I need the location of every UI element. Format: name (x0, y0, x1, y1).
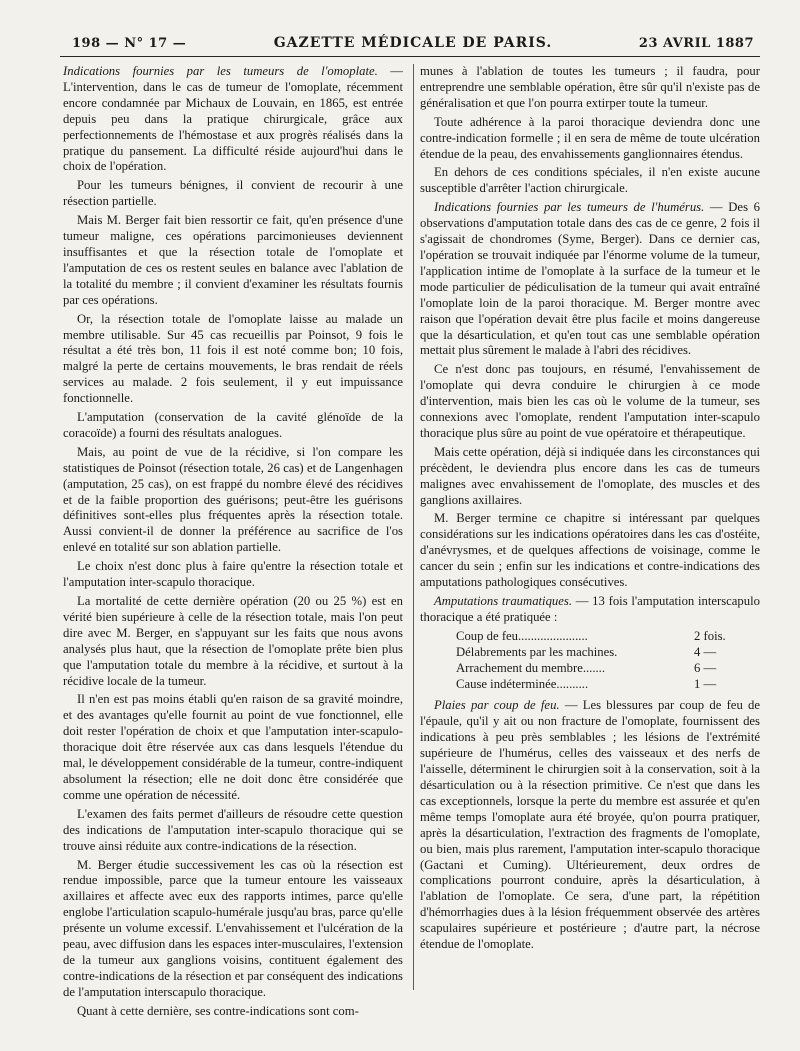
list-item-count: 6 (694, 660, 701, 675)
paragraph-text: — Les blessures par coup de feu de l'épaule, qu'il y ait ou non fracture de l'omoplate, fournissent des indications à peu près semblables ; les lésions de l'extrémité supérieure de l'humérus, celles des vaisseaux et des nerfs de l'aisselle, déterminent le chirurgien soit à la conservation, soit à la désarticulation ou à la résection primitive. Ce n'est que dans les cas exceptionnels, lorsque la perte du membre est assurée et qu'en même temps l'omoplate aura été broyée, qu'on pourra pratiquer, après la désarticulation, l'extraction des fragments de l'omoplate, ou bien, mais plus rarement, l'amputation inter-scapulo thoracique (Gactani et Cuming). Ultérieurement, deux ordres de complications pourront conduire, après la désarticulation, à l'ablation de l'omoplate. Ce sera, d'une part, la répétition d'hémorrhagies dues à la lésion fréquemment observée des artères scapulaires supérieure et postérieure ; d'autre part, la nécrose étendue de l'omoplate. (420, 698, 760, 952)
page-number: 198 (72, 35, 101, 51)
journal-title: GAZETTE MÉDICALE DE PARIS. (273, 35, 553, 51)
paragraph: Mais, au point de vue de la récidive, si l'on compare les statistiques de Poinsot (résection totale, 26 cas) et de Langenhagen (amputation, 25 cas), on est frappé du nombre élevé des récidives et de la faible proportion des guérisons; peut-être les guérisons définitives sont-elles plus fréquentes après la résection totale. Aussi convient-il de donner la préférence au sacrifice de l'os enlevé en totalité sur son ablation partielle. (63, 444, 403, 555)
list-item (456, 645, 746, 661)
paragraph: Or, la résection totale de l'omoplate laisse au malade un membre utilisable. Sur 45 cas recueillis par Poinsot, 9 fois le résultat a été très bon, 11 fois il est noté comme bon; 10 fois, malgré la perte de certains mouvements, le bras rendait de réels services au malade. 2 fois seulement, il y eut impuissance fonctionnelle. (63, 311, 403, 406)
paragraph-text: — 13 fois l'amputation interscapulo thoracique a été pratiquée : (420, 594, 760, 624)
page-number-issue (72, 36, 212, 51)
paragraph: Il n'en est pas moins établi qu'en raison de sa gravité moindre, et des avantages qu'elle fournit au point de vue fonctionnel, elle doit rester l'opération de choix et que l'amputation inter-scapulo-thoracique doit être réservée aux cas dans lesquels l'étendue du mal, le développement considérable de la tumeur, contre-indiquent absolument la résection; elle ne doit donc être considérée que comme une opération de nécessité. (63, 692, 403, 802)
paragraph: M. Berger termine ce chapitre si intéressant par quelques considérations sur les indications opératoires dans les cas d'ostéite, d'anévrysmes, et de quelques affections de voisinage, comme le cancer du sein ; enfin sur les indications et contre-indications des amputations pathologiques consécutives. (420, 511, 760, 590)
list-item-count: 1 (694, 676, 701, 691)
paragraph: Ce n'est donc pas toujours, en résumé, l'envahissement de l'omoplate qui devra conduire le chirurgien à ce mode d'intervention, mais bien les cas où le volume de la tumeur, ses connexions avec l'omoplate, rendent l'amputation inter-scapulo thoracique plus sûre au point de vue opératoire et thérapeutique. (420, 362, 760, 440)
paragraph: La mortalité de cette dernière opération (20 ou 25 %) est en vérité bien supérieure à celle de la résection totale, mais l'on peut dire avec M. Berger, en s'appuyant sur les faits que nous avons analysés plus haut, que la résection de l'omoplate prête bien plus que l'amputation totale du membre à la récidive, et surtout à la récidive locale de la tumeur. (63, 594, 403, 688)
paragraph (420, 200, 760, 359)
left-column (63, 64, 403, 1027)
paragraph: En dehors de ces conditions spéciales, il n'en existe aucune susceptible d'arrêter l'action chirurgicale. (420, 165, 760, 196)
list-item-label: Cause indéterminée.......... (456, 676, 589, 691)
list-item (456, 677, 746, 693)
list-item-count: 4 (694, 644, 701, 659)
list-item-label: Coup de feu...................... (456, 628, 588, 643)
paragraph: Le choix n'est donc plus à faire qu'entre la résection totale et l'amputation inter-scapulo thoracique. (63, 559, 403, 590)
list-item-count: 2 (694, 628, 701, 643)
list-item-unit: fois. (703, 628, 726, 643)
list-item (456, 629, 746, 645)
list-item-unit: — (703, 644, 717, 659)
header-rule (60, 56, 760, 57)
article-columns (63, 64, 760, 1027)
paragraph: munes à l'ablation de toutes les tumeurs ; il faudra, pour entreprendre une semblable opération, être sûr qu'il n'existe pas de généralisation et que l'on pourra extirper toute la tumeur. (420, 64, 760, 110)
paragraph: M. Berger étudie successivement les cas où la résection est rendue impossible, parce que la tumeur entoure les vaisseaux axillaires et affecte avec eux des rapports intimes, parce qu'elle englobe l'articulation scapulo-humérale jusqu'au bras, parce qu'elle présente un volume excessif. L'envahissement et l'ulcération de la peau, avec diffusion dans les espaces inter-musculaires, l'extension de la tumeur aux ganglions voisins, contituent également des contre-indications de la résection et par conséquent des indications de l'amputation interscapulo thoracique. (63, 857, 403, 999)
paragraph: L'examen des faits permet d'ailleurs de résoudre cette question des indications de l'amputation inter-scapulo thoracique qui se trouve ainsi réduite aux contre-indications de la résection. (63, 806, 403, 853)
page-header (72, 33, 754, 53)
list-item-unit: — (703, 660, 717, 675)
section-heading: Indications fournies par les tumeurs de l'omoplate. (63, 64, 378, 78)
issue-date: 23 AVRIL 1887 (638, 35, 754, 51)
section-heading: Indications fournies par les tumeurs de l'humérus. (434, 200, 705, 215)
list-item-label: Délabrements par les machines. (456, 644, 618, 659)
paragraph-text: — L'intervention, dans le cas de tumeur de l'omoplate, récemment encore condamnée par Michaux de Louvain, en 1865, est entrée depuis peu dans la pratique chirurgicale, grâce aux perfectionnements de l'hémostase et aux progrès réalisés dans la pratique du pansement. La difficulté réside aujourd'hui dans le choix de l'opération. (63, 64, 403, 174)
issue-number: — N° 17 — (105, 35, 187, 51)
paragraph: Pour les tumeurs bénignes, il convient de recourir à une résection partielle. (63, 178, 403, 209)
list-item-label: Arrachement du membre....... (456, 660, 606, 675)
amputation-list (456, 629, 760, 693)
list-item (456, 661, 746, 677)
paragraph-text: — Des 6 observations d'amputation totale dans des cas de ce genre, 2 fois il s'agissait de chondromes (Syme, Berger). Dans ce dernier cas, l'opération se trouvait indiquée par l'énorme volume de la tumeur, l'application intime de l'omoplate à la surface de la tumeur et le mode particulier de pédiculisation de la tumeur qui avait entraîné l'omoplate loin de la paroi thoracique. M. Berger montre avec raison que l'opération devait être plus facile et moins dangereuse que la désarticulation, et qu'en tout cas une semblable opération mettait plus sûrement le malade à l'abri des récidives. (420, 200, 760, 358)
paragraph: Toute adhérence à la paroi thoracique deviendra donc une contre-indication formelle ; il en sera de même de toute ulcération étendue de la peau, des envahissements ganglionnaires étendus. (420, 114, 760, 161)
paragraph (63, 64, 403, 175)
paragraph: Quant à cette dernière, ses contre-indications sont com- (77, 1003, 359, 1018)
paragraph: Mais cette opération, déjà si indiquée dans les circonstances qui précèdent, le deviendra plus encore dans les cas de tumeurs malignes avec envahissement de l'omoplate, des muscles et des ganglions axillaires. (420, 444, 760, 507)
paragraph: Mais M. Berger fait bien ressortir ce fait, qu'en présence d'une tumeur maligne, ces opérations parcimonieuses deviennent insuffisantes et que la résection totale de l'omoplate et l'amputation de ces os restent seules en balance avec l'ablation de la totalité du membre ; il convient d'examiner les résultats fournis par ces opérations. (63, 213, 403, 307)
paragraph (420, 594, 760, 626)
list-item-unit: — (703, 676, 717, 691)
section-heading: Amputations traumatiques. (434, 594, 573, 608)
section-heading: Plaies par coup de feu. (434, 698, 560, 713)
paragraph: L'amputation (conservation de la cavité glénoïde de la coracoïde) a fourni des résultats analogues. (63, 410, 403, 440)
paragraph (420, 698, 760, 953)
right-column (420, 64, 760, 1027)
